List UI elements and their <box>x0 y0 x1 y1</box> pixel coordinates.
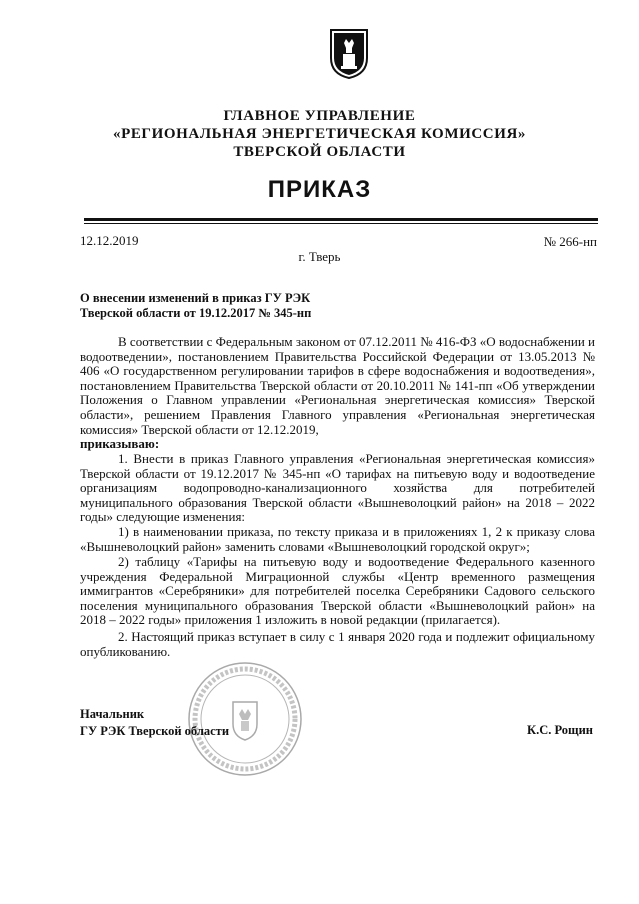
signatory-position <box>80 706 229 740</box>
order-word: приказываю: <box>80 436 160 451</box>
order-subitem-2: 2) таблицу «Тарифы на питьевую воду и водоотведение Федерального казенного учреждения Федеральной Миграционной службы «Центр временного размещения иммигрантов «Серебряники» для потребителей поселка Серебряники Садового сельского поселения муниципального образования Тверской области «Вышневолоцкий район» на 2018 – 2022 годы» приложения 1 изложить в новой редакции (прилагается). <box>80 554 595 628</box>
subject-line-1: О внесении изменений в приказ ГУ РЭК <box>80 291 311 305</box>
order-subitem-1: 1) в наименовании приказа, по тексту приказа и в приложениях 1, 2 к приказу слова «Вышневолоцкий район» заменить словами «Вышневолоцкий городской округ»; <box>80 524 595 554</box>
tver-coat-of-arms-icon <box>329 28 369 80</box>
order-item-2: 2. Настоящий приказ вступает в силу с 1 января 2020 года и подлежит официальному опубликованию. <box>80 629 595 659</box>
document-type-title: ПРИКАЗ <box>267 176 372 203</box>
order-city: г. Тверь <box>298 249 341 264</box>
signatory-position-line2: ГУ РЭК Тверской области <box>80 724 230 738</box>
organization-name-line1: ГЛАВНОЕ УПРАВЛЕНИЕ <box>223 108 416 124</box>
header-divider-thick <box>84 218 598 221</box>
preamble-paragraph: В соответствии с Федеральным законом от 07.12.2011 № 416-ФЗ «О водоснабжении и водоотведении», постановлением Правительства Российской Федерации от 13.05.2013 № 406 «О государственном регулировании тарифов в сфере водоснабжения и водоотведения», постановлением Правительства Тверской области от 20.10.2011 № 141-пп «Об утверждении Положения о Главном управлении «Региональная энергетическая комиссия» Тверской области», решением Правления Главного управления «Региональная энергетическая комиссия» Тверской области от 12.12.2019, <box>80 334 595 437</box>
organization-name-line3: ТВЕРСКОЙ ОБЛАСТИ <box>233 144 406 160</box>
signatory-name: К.С. Рощин <box>527 723 593 737</box>
order-date: 12.12.2019 <box>80 233 139 248</box>
header-divider-thin <box>84 223 598 224</box>
order-number: № 266-нп <box>543 234 597 249</box>
subject-line-2: Тверской области от 19.12.2017 № 345-нп <box>80 306 312 320</box>
organization-name-line2: «РЕГИОНАЛЬНАЯ ЭНЕРГЕТИЧЕСКАЯ КОМИССИЯ» <box>112 126 527 142</box>
signatory-position-line1: Начальник <box>80 707 145 721</box>
order-subject <box>80 291 311 321</box>
order-item-1: 1. Внести в приказ Главного управления «Региональная энергетическая комиссия» Тверской области от 19.12.2017 № 345-нп «О тарифах на питьевую воду и водоотведение организациям водопроводно-канализационного хозяйства для потребителей муниципального образования Тверской области «Вышневолоцкий район» на 2018 – 2022 годы» следующие изменения: <box>80 451 595 525</box>
